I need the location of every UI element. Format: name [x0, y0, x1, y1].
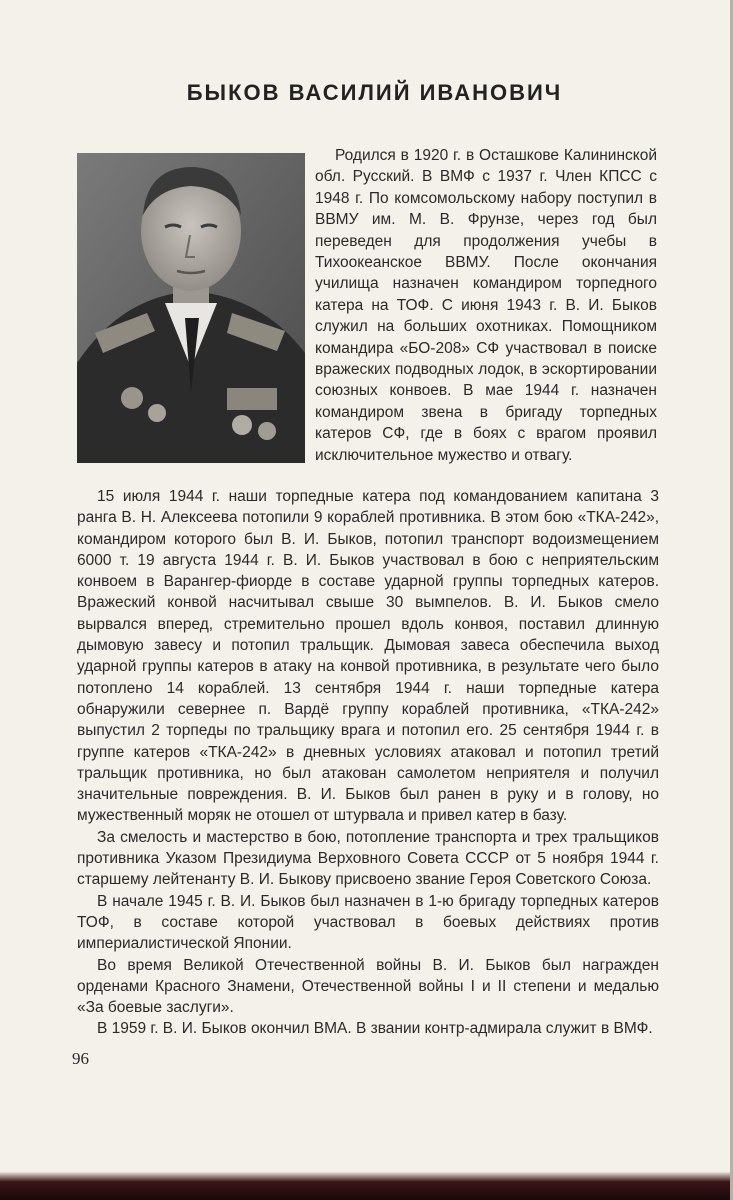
- portrait-photo: [77, 153, 305, 463]
- book-edge: [0, 1172, 733, 1200]
- paragraph-4: Во время Великой Отечественной войны В. И. Быков был награжден орденами Красного Знамени, Отечественной войны I и II степени и медалью «За боевые заслуги».: [77, 956, 659, 1017]
- paragraph-2: За смелость и мастерство в бою, потопление транспорта и трех тральщиков противника Указом Президиума Верховного Совета СССР от 5 ноября 1944 г. старшему лейтенанту В. И. Быкову присвоено звание Героя Советского Союза.: [77, 828, 659, 889]
- paragraph-5: В 1959 г. В. И. Быков окончил ВМА. В звании контр-адмирала служит в ВМФ.: [97, 1020, 653, 1038]
- intro-text: [315, 145, 657, 466]
- paragraph-1: 15 июля 1944 г. наши торпедные катера под командованием капитана 3 ранга В. Н. Алексеева потопили 9 кораблей противника. В этом бою «ТКА-242», командиром которого был В. И. Быков, потопил транспорт водоизмещением 6000 т. 19 августа 1944 г. В. И. Быков участвовал в бою с неприятельским конвоем в Варангер-фиорде в составе ударной группы торпедных катеров. Вражеский конвой насчитывал свыше 30 вымпелов. В. И. Быков смело вырвался вперед, стремительно прошел вдоль конвоя, поставил длинную дымовую завесу и потопил тральщик. Дымовая завеса обеспечила выход ударной группы катеров в атаку на конвой противника, в результате чего было потоплено 14 кораблей. 13 сентября 1944 г. наши торпедные катера обнаружили севернее п. Вардё группу кораблей противника, «ТКА-242» выпустил 2 торпеды по тральщику врага и потопил его. 25 сентября 1944 г. в группе катеров «ТКА-242» в дневных условиях атаковал и потопил третий тральщик противника, но был атакован самолетом неприятеля и получил значительные повреждения. В. И. Быков был ранен в руку и в голову, но мужественный моряк не отошел от штурвала и привел катер в базу.: [77, 488, 659, 825]
- body-text: [77, 486, 659, 1040]
- paragraph-3: В начале 1945 г. В. И. Быков был назначен в 1-ю бригаду торпедных катеров ТОФ, в составе которой участвовал в боевых действиях против империалистической Японии.: [77, 892, 659, 953]
- page-number: 96: [72, 1049, 89, 1068]
- page-title: БЫКОВ ВАСИЛИЙ ИВАНОВИЧ: [186, 80, 563, 105]
- intro-paragraph: Родился в 1920 г. в Осташкове Калининской обл. Русский. В ВМФ с 1937 г. Член КПСС с 1948 г. По комсомольскому набору поступил в ВВМУ им. М. В. Фрунзе, через год был переведен для продолжения учебы в Тихоокеанское ВВМУ. После окончания училища назначен командиром торпедного катера на ТОФ. С июня 1943 г. В. И. Быков служил на больших охотниках. Помощником командира «БО-208» СФ участвовал в поиске вражеских подводных лодок, в эскортировании союзных конвоев. В мае 1944 г. назначен командиром звена в бригаду торпедных катеров СФ, где в боях с врагом проявил исключительное мужество и отвагу.: [315, 147, 657, 464]
